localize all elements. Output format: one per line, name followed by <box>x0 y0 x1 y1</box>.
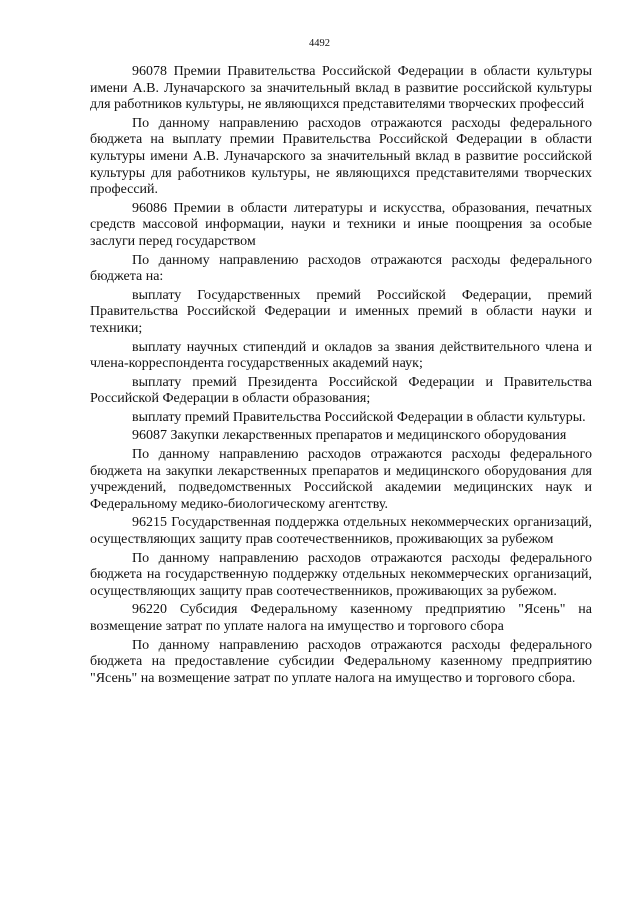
paragraph: выплату премий Правительства Российской Федерации в области культуры. <box>132 409 586 425</box>
paragraph: 96086 Премии в области литературы и искусства, образования, печатных средств массовой информации, науки и техники и иные поощрения за особые заслуги перед государством <box>90 200 592 249</box>
document-body <box>90 64 592 689</box>
page-number: 4492 <box>309 38 330 49</box>
paragraph: 96220 Субсидия Федеральному казенному предприятию "Ясень" на возмещение затрат по уплате налога на имущество и торгового сбора <box>90 602 592 634</box>
paragraph: По данному направлению расходов отражаются расходы федерального бюджета на: <box>90 252 592 285</box>
paragraph: По данному направлению расходов отражаются расходы федерального бюджета на государственную поддержку отдельных некоммерческих организаций, осуществляющих защиту прав соотечественников, проживающих за рубежом. <box>90 550 592 599</box>
paragraph: 96215 Государственная поддержка отдельных некоммерческих организаций, осуществляющих защиту прав соотечественников, проживающих за рубежом <box>90 515 592 548</box>
paragraph: 96078 Премии Правительства Российской Федерации в области культуры имени А.В. Луначарского за значительный вклад в развитие российской культуры для работников культуры, не являющихся представителями творческих профессий <box>90 64 592 113</box>
paragraph: выплату научных стипендий и окладов за звания действительного члена и члена-корреспондента государственных академий наук; <box>90 339 592 372</box>
paragraph: По данному направлению расходов отражаются расходы федерального бюджета на закупки лекарственных препаратов и медицинского оборудования для учреждений, подведомственных Российской академии медицинских наук и Федеральному медико-биологическому агентству. <box>90 447 592 512</box>
paragraph: По данному направлению расходов отражаются расходы федерального бюджета на предоставление субсидии Федеральному казенному предприятию "Ясень" на возмещение затрат по уплате налога на имущество и торгового сбора. <box>90 637 592 686</box>
paragraph: выплату Государственных премий Российской Федерации, премий Правительства Российской Федерации и именных премий в области науки и техники; <box>90 287 592 336</box>
paragraph: По данному направлению расходов отражаются расходы федерального бюджета на выплату премии Правительства Российской Федерации в области культуры имени А.В. Луначарского за значительный вклад в развитие российской культуры для работников культуры, не являющихся представителями творческих профессий. <box>90 115 592 198</box>
paragraph: выплату премий Президента Российской Федерации и Правительства Российской Федерации в области образования; <box>90 374 592 407</box>
paragraph: 96087 Закупки лекарственных препаратов и медицинского оборудования <box>132 428 567 444</box>
